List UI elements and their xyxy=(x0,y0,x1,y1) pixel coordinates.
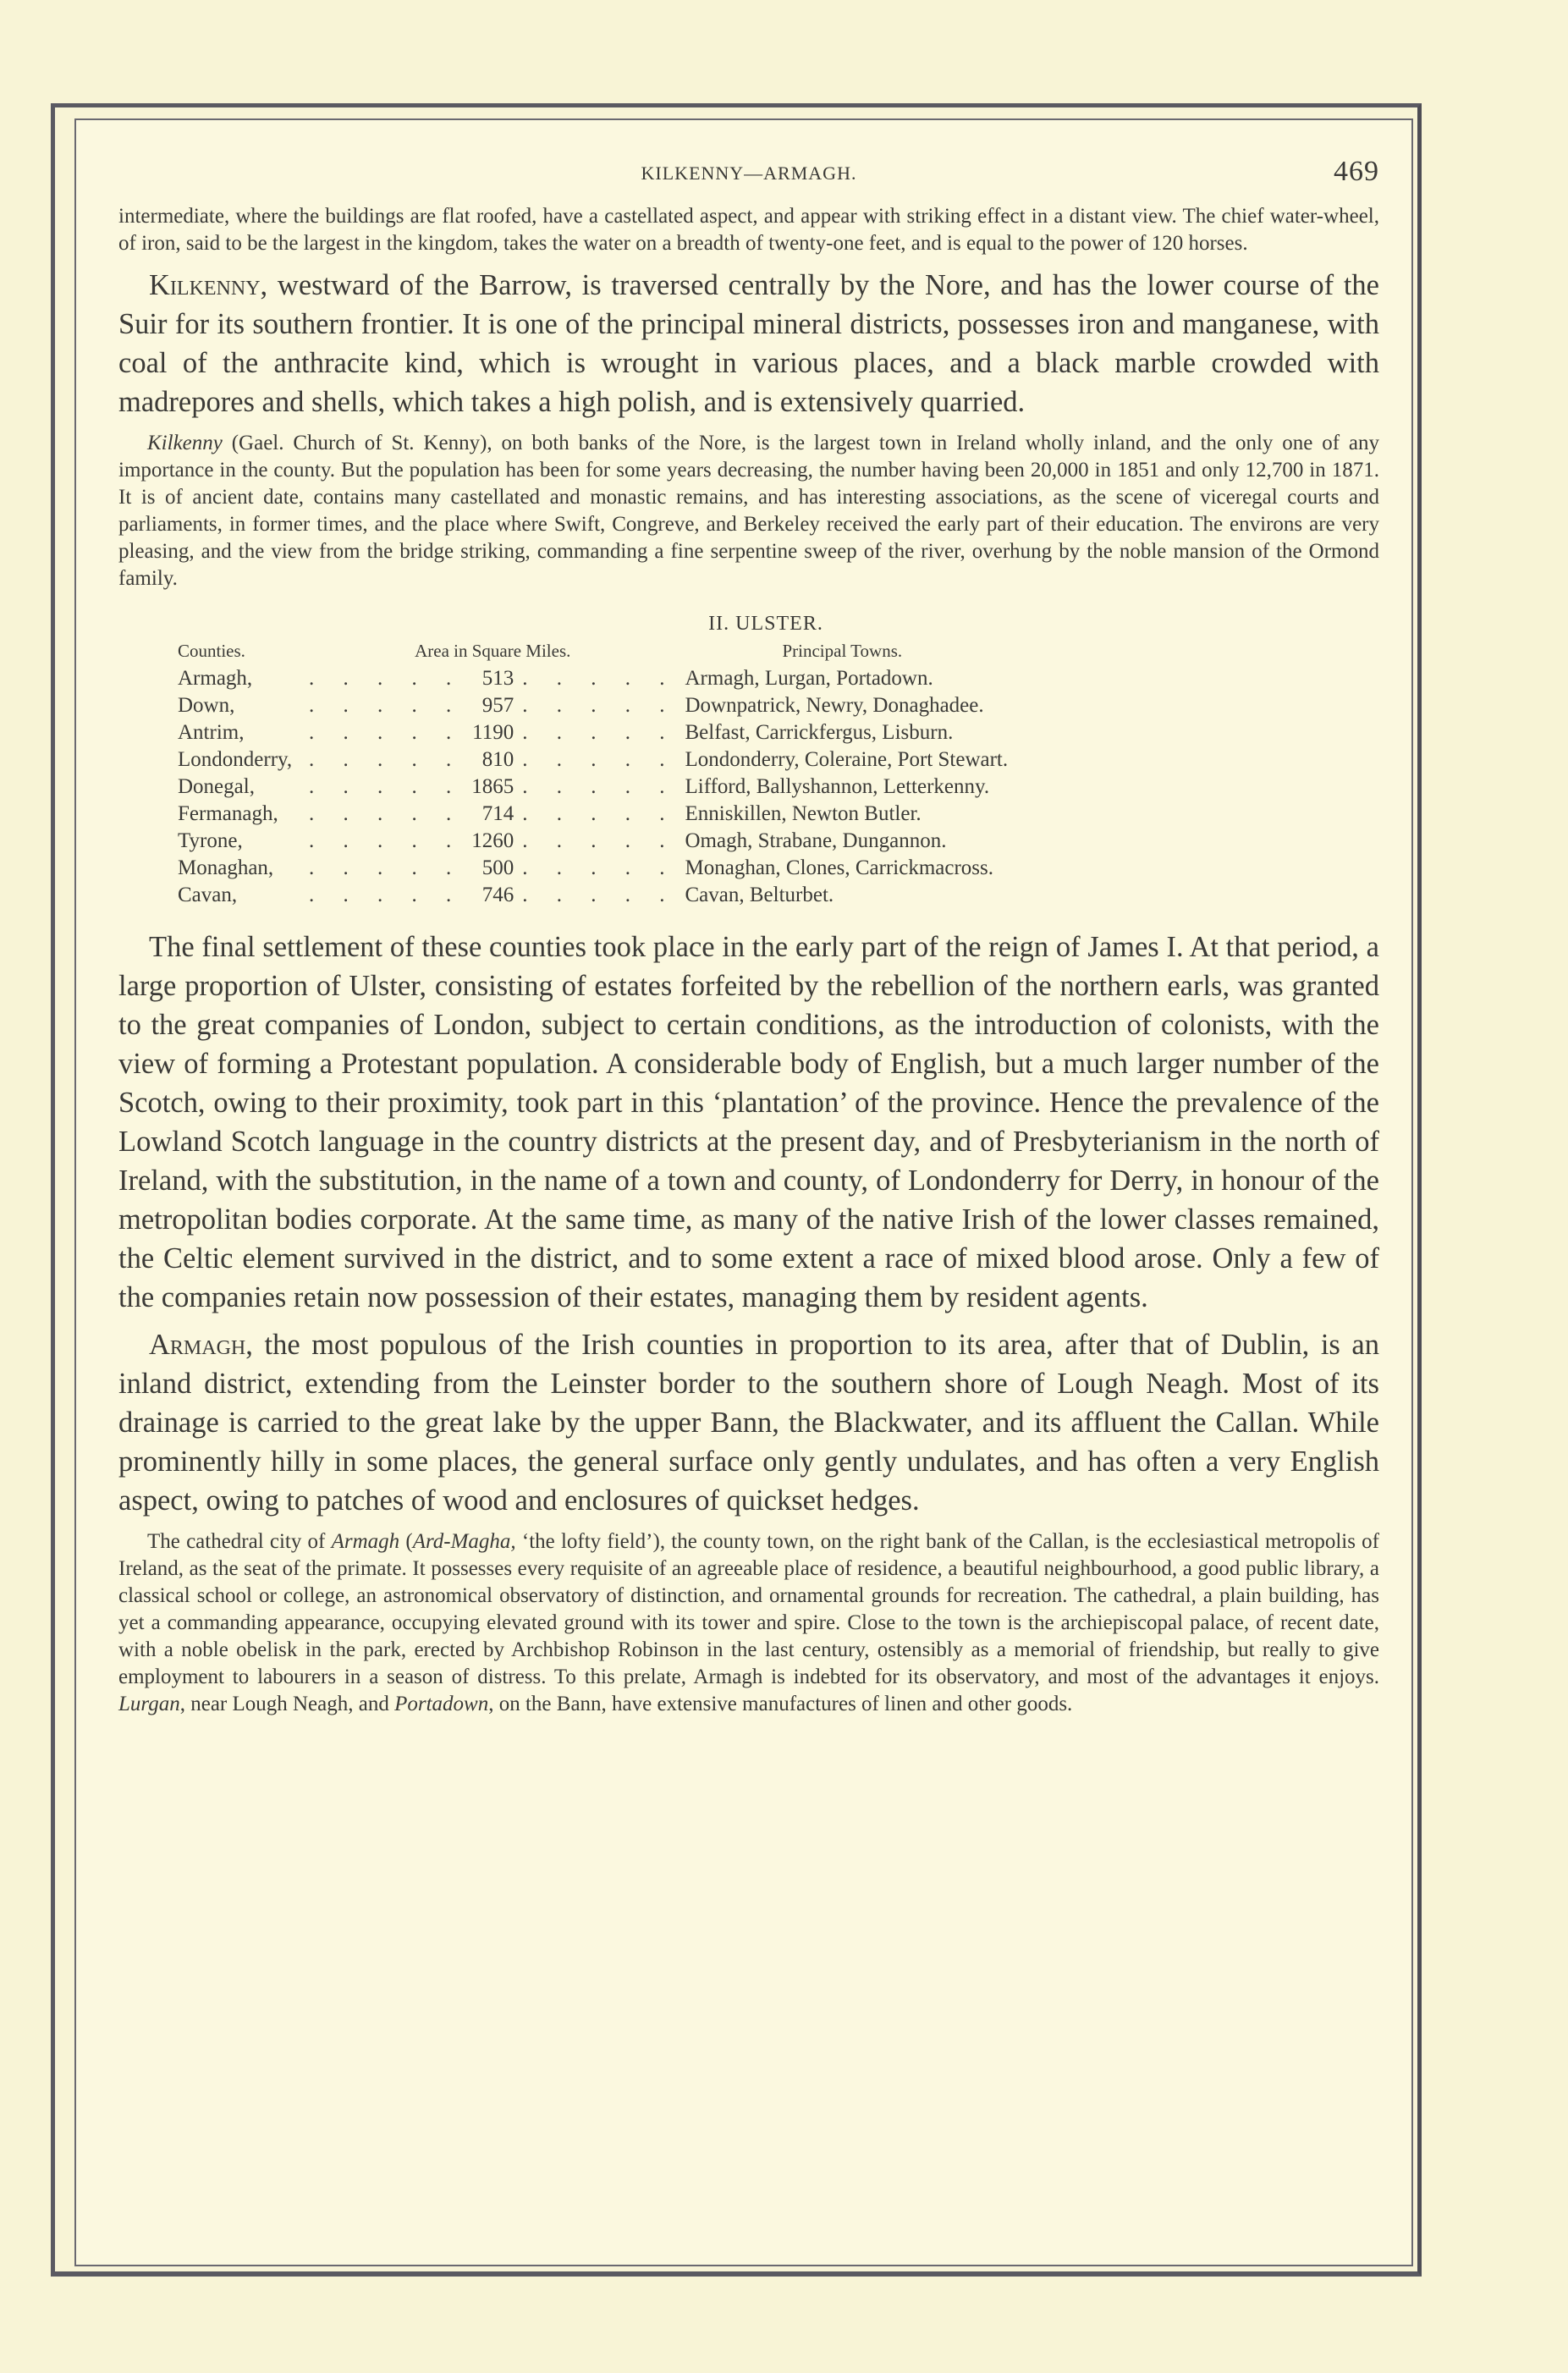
table-title: II. ULSTER. xyxy=(708,613,823,635)
lead-word: Kilkenny, xyxy=(149,269,268,301)
paragraph-armagh-city xyxy=(118,1528,1379,1718)
county-area: 714 xyxy=(481,802,514,825)
county-area: 957 xyxy=(481,694,514,717)
paragraph-ulster-settlement: The final settlement of these counties took place in the early part of the reign of James I. At that period, a large proportion of Ulster, consisting of estates forfeited by the rebellion of the northern earls, was granted to the great companies of London, subject to certain conditions, as the introduction of colonists, with the view of forming a Protestant population. A considerable body of English, but a much larger number of the Scotch, owing to their proximity, took part in this ‘plantation’ of the province. Hence the prevalence of the Lowland Scotch language in the country districts at the present day, and of Presbyterianism in the north of Ireland, with the substitution, in the name of a town and county, of Londonderry for Derry, in honour of the metropolitan bodies corporate. At the same time, as many of the native Irish of the lower classes remained, the Celtic element survived in the district, and to some extent a race of mixed blood arose. Only a few of the companies retain now possession of their estates, managing them by resident agents. xyxy=(118,931,1379,1313)
table-row xyxy=(178,692,1008,719)
county-area: 513 xyxy=(481,667,514,690)
header-counties: Counties. xyxy=(178,641,245,661)
county-area: 1260 xyxy=(471,829,514,852)
leader-dots: . . . . . xyxy=(309,775,464,798)
county-name: Cavan, xyxy=(178,884,238,906)
county-name: Londonderry, xyxy=(178,748,293,771)
page-content xyxy=(118,152,1379,1718)
county-area: 1190 xyxy=(472,721,514,744)
paragraph-text: (Gael. Church of St. Kenny), on both banks of the Nore, is the largest town in Ireland wholly inland, and the only one of any importance in the county. But the population has been for some years decreasing, the number having been 20,000 in 1851 and only 12,700 in 1871. It is of ancient date, contains many castellated and monastic remains, and has interesting associations, as the scene of viceregal courts and parliaments, in former times, and the place where Swift, Congreve, and Berkeley received the early part of their education. The environs are very pleasing, and the view from the bridge striking, commanding a fine serpentine sweep of the river, overhung by the noble mansion of the Ormond family. xyxy=(118,432,1379,590)
leader-dots: . . . . . xyxy=(522,884,677,906)
principal-towns: Armagh, Lurgan, Portadown. xyxy=(685,667,933,690)
text-run: , on the Bann, have extensive manufactures of linen and other goods. xyxy=(488,1693,1073,1715)
county-area: 810 xyxy=(481,748,514,771)
county-name: Monaghan, xyxy=(178,856,274,879)
principal-towns: Belfast, Carrickfergus, Lisburn. xyxy=(685,721,954,744)
principal-towns: Downpatrick, Newry, Donaghadee. xyxy=(685,694,984,717)
leader-dots: . . . . . xyxy=(522,748,677,771)
ulster-counties-table xyxy=(178,641,1008,909)
running-head xyxy=(118,152,1379,203)
header-towns: Principal Towns. xyxy=(782,641,903,661)
county-name: Donegal, xyxy=(178,775,255,798)
lead-word: Armagh, xyxy=(149,1329,253,1361)
county-name: Tyrone, xyxy=(178,829,243,852)
principal-towns: Lifford, Ballyshannon, Letterkenny. xyxy=(685,775,990,798)
paragraph-kilkenny-town xyxy=(118,430,1379,592)
ulster-table-block xyxy=(118,613,1379,909)
principal-towns: Londonderry, Coleraine, Port Stewart. xyxy=(685,748,1009,771)
paragraph-continuation: intermediate, where the buildings are flat roofed, have a castellated aspect, and appear with striking effect in a distant view. The chief water-wheel, of iron, said to be the largest in the kingdom, takes the water on a breadth of twenty-one feet, and is equal to the power of 120 horses. xyxy=(118,205,1379,255)
leader-dots: . . . . . xyxy=(309,802,464,825)
running-head-title: KILKENNY—ARMAGH. xyxy=(641,162,857,184)
principal-towns: Omagh, Strabane, Dungannon. xyxy=(685,829,947,852)
leader-dots: . . . . . xyxy=(522,775,677,798)
leader-dots: . . . . . xyxy=(522,856,677,879)
leader-dots: . . . . . xyxy=(522,829,677,852)
leader-dots: . . . . . xyxy=(309,884,464,906)
italic-run: Lurgan xyxy=(118,1693,180,1715)
text-run: , near Lough Neagh, and xyxy=(179,1693,395,1715)
leader-dots: . . . . . xyxy=(309,721,464,744)
county-name: Armagh, xyxy=(178,667,253,690)
county-name: Fermanagh, xyxy=(178,802,278,825)
paragraph-kilkenny-county xyxy=(118,266,1379,421)
leader-dots: . . . . . xyxy=(309,667,464,690)
table-header-row xyxy=(178,641,1008,665)
principal-towns: Cavan, Belturbet. xyxy=(685,884,834,906)
county-name: Down, xyxy=(178,694,235,717)
italic-run: Ard-Magha, xyxy=(412,1530,516,1553)
table-row xyxy=(178,801,1008,828)
leader-dots: . . . . . xyxy=(522,721,677,744)
county-name: Antrim, xyxy=(178,721,245,744)
table-row xyxy=(178,855,1008,882)
italic-run: Portadown xyxy=(394,1693,489,1715)
text-run: ( xyxy=(399,1530,413,1553)
principal-towns: Enniskillen, Newton Butler. xyxy=(685,802,922,825)
leader-dots: . . . . . xyxy=(522,667,677,690)
leader-dots: . . . . . xyxy=(522,802,677,825)
leader-dots: . . . . . xyxy=(309,829,464,852)
italic-run: Armagh xyxy=(331,1530,400,1553)
table-row xyxy=(178,746,1008,774)
leader-dots: . . . . . xyxy=(522,694,677,717)
paragraph-text: the most populous of the Irish counties in proportion to its area, after that of Dublin, is an inland district, extending from the Leinster border to the southern shore of Lough Neagh. Most of its drainage is carried to the great lake by the upper Bann, the Blackwater, and its affluent the Callan. While prominently hilly in some places, the general surface only gently undulates, and has often a very English aspect, owing to patches of wood and enclosures of quickset hedges. xyxy=(118,1329,1379,1517)
county-area: 746 xyxy=(481,884,514,906)
county-area: 1865 xyxy=(471,775,514,798)
leader-dots: . . . . . xyxy=(309,856,464,879)
leader-dots: . . . . . xyxy=(309,748,464,771)
text-run: The cathedral city of xyxy=(147,1530,332,1553)
table-row xyxy=(178,828,1008,855)
text-run: ‘the lofty field’), the county town, on the right bank of the Callan, is the ecclesiastical metropolis of Ireland, as the seat of the primate. It possesses every requisite of an agreeable place of residence, a beautiful neighbourhood, a good public library, a classical school or college, an astronomical observatory of distinction, and ornamental grounds for recreation. The cathedral, a plain building, has yet a commanding appearance, occupying elevated ground with its tower and spire. Close to the town is the archiepiscopal palace, of recent date, with a noble obelisk in the park, erected by Archbishop Robinson in the last century, ostensibly as a memorial of friendship, but really to give employment to labourers in a season of distress. To this prelate, Armagh is indebted for its observatory, and most of the advantages it enjoys. xyxy=(118,1530,1379,1688)
paragraph-armagh-county xyxy=(118,1325,1379,1520)
lead-word-italic: Kilkenny xyxy=(147,432,223,454)
county-area: 500 xyxy=(481,856,514,879)
page-number: 469 xyxy=(1334,156,1379,187)
header-area: Area in Square Miles. xyxy=(415,641,571,661)
principal-towns: Monaghan, Clones, Carrickmacross. xyxy=(685,856,994,879)
table-row xyxy=(178,774,1008,801)
table-row xyxy=(178,882,1008,909)
leader-dots: . . . . . xyxy=(309,694,464,717)
table-row xyxy=(178,665,1008,692)
table-row xyxy=(178,719,1008,746)
paragraph-text: westward of the Barrow, is traversed centrally by the Nore, and has the lower course of the Suir for its southern frontier. It is one of the principal mineral districts, possesses iron and manganese, with coal of the anthracite kind, which is wrought in various places, and a black marble crowded with madrepores and shells, which takes a high polish, and is extensively quarried. xyxy=(118,269,1379,418)
